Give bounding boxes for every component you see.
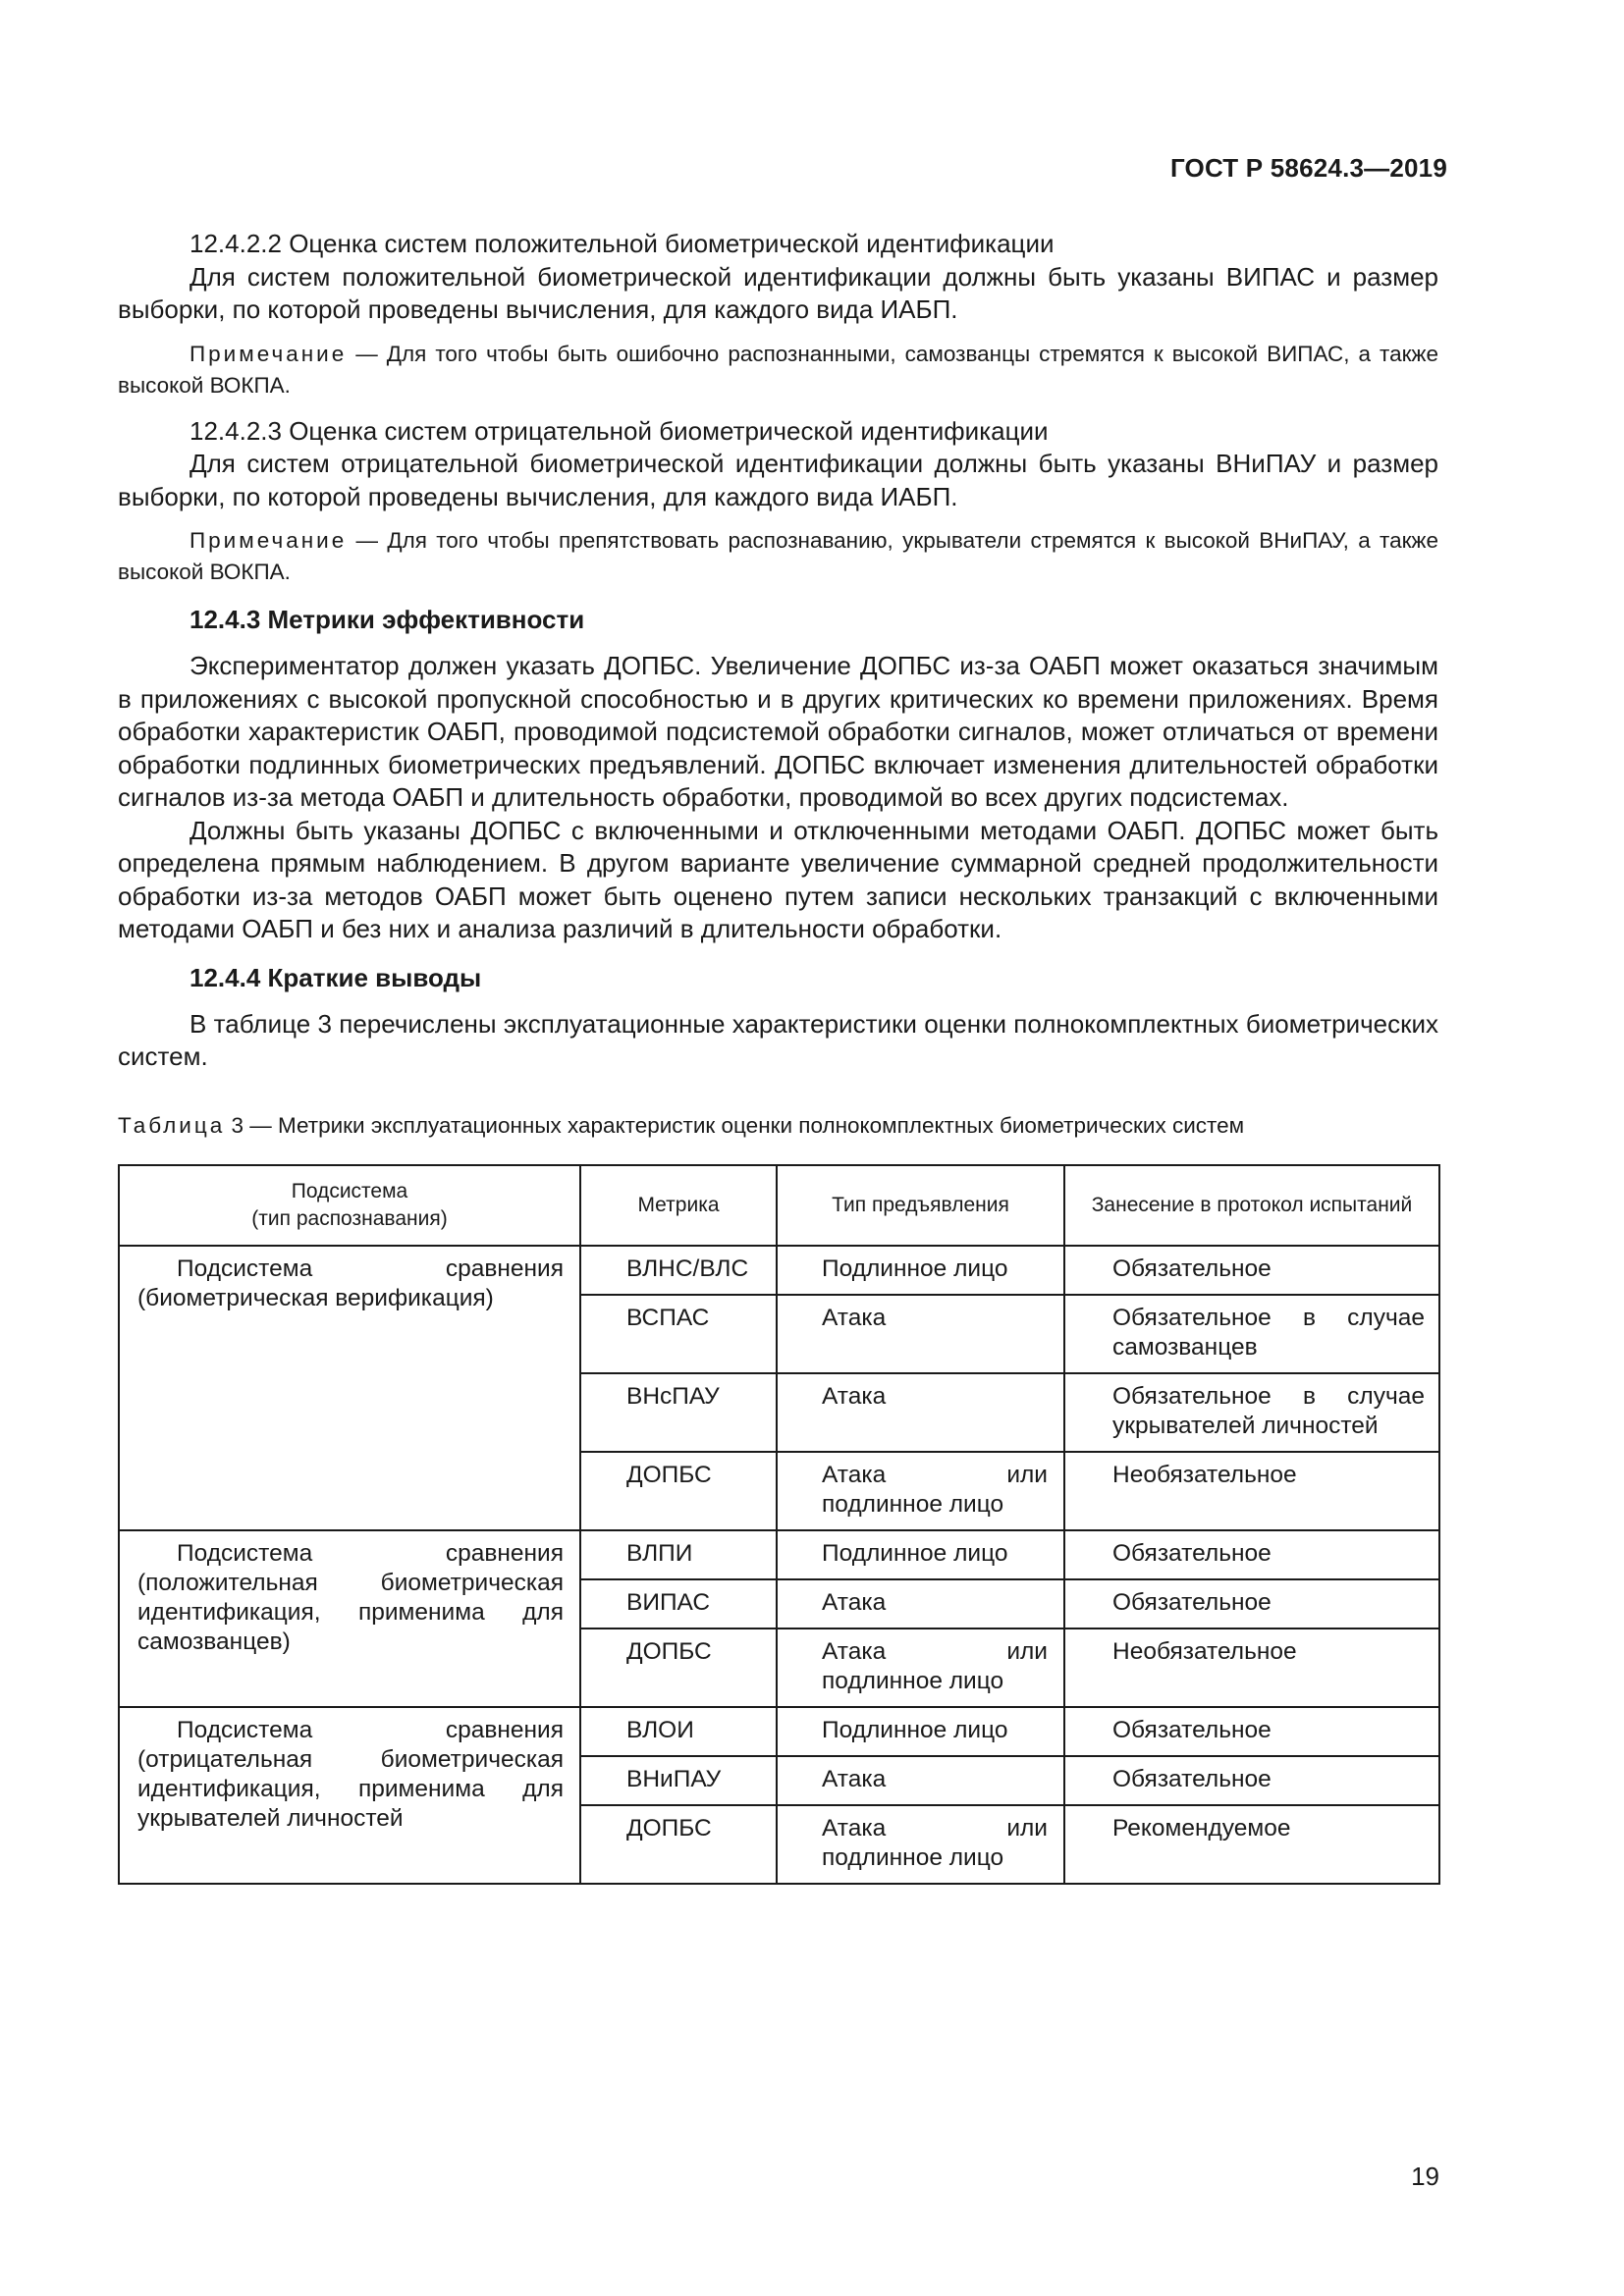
metric-cell: ДОПБС	[580, 1629, 777, 1707]
record-cell: Обязательное	[1064, 1530, 1439, 1579]
header-subsystem: Подсистема (тип распознавания)	[119, 1165, 580, 1246]
record-cell: Необязательное	[1064, 1452, 1439, 1530]
record-cell: Обязательное в случае самозванцев	[1064, 1295, 1439, 1373]
metric-cell: ВНиПАУ	[580, 1756, 777, 1805]
presentation-cell: Атака или подлинное лицо	[777, 1629, 1064, 1707]
record-cell: Обязательное	[1064, 1756, 1439, 1805]
page-number: 19	[1411, 2162, 1439, 2191]
section-12-4-2-3-text: Для систем отрицательной биометрической идентификации должны быть указаны ВНиПАУ и размер выборки, по которой проведены вычисления, для каждого вида ИАБП.	[118, 449, 1438, 511]
section-12-4-4-heading: 12.4.4 Краткие выводы	[189, 962, 482, 992]
document-body	[118, 228, 1438, 1885]
metric-cell: ВИПАС	[580, 1579, 777, 1629]
presentation-cell: Атака или подлинное лицо	[777, 1452, 1064, 1530]
header-presentation-type: Тип предъявления	[777, 1165, 1064, 1246]
metric-cell: ВСПАС	[580, 1295, 777, 1373]
section-12-4-4-paragraph-1: В таблице 3 перечислены эксплуатационные характеристики оценки полнокомплектных биометрических систем.	[118, 1008, 1438, 1071]
table-row	[119, 1530, 1439, 1579]
metric-cell: ДОПБС	[580, 1452, 777, 1530]
table-caption-text: 3 — Метрики эксплуатационных характеристик оценки полнокомплектных биометрических систем	[225, 1112, 1245, 1138]
record-cell: Обязательное	[1064, 1246, 1439, 1295]
metric-cell: ВЛНС/ВЛС	[580, 1246, 777, 1295]
note-12-4-2-2	[118, 339, 1438, 401]
metric-cell: ВЛПИ	[580, 1530, 777, 1579]
header-protocol-record: Занесение в протокол испытаний	[1064, 1165, 1439, 1246]
presentation-cell: Подлинное лицо	[777, 1707, 1064, 1756]
section-12-4-2-2-title: 12.4.2.2 Оценка систем положительной биометрической идентификации	[189, 229, 1055, 258]
note-label: Примечание	[189, 341, 348, 366]
table-row	[119, 1707, 1439, 1756]
table-header-row	[119, 1165, 1439, 1246]
metric-cell: ДОПБС	[580, 1805, 777, 1884]
section-12-4-2-3-title: 12.4.2.3 Оценка систем отрицательной биометрической идентификации	[189, 415, 1049, 446]
subsystem-cell: Подсистема сравнения (биометрическая верификация)	[119, 1246, 580, 1530]
metric-cell: ВНсПАУ	[580, 1373, 777, 1452]
presentation-cell: Подлинное лицо	[777, 1530, 1064, 1579]
table-3-caption	[118, 1111, 1438, 1141]
subsystem-cell: Подсистема сравнения (положительная биометрическая идентификация, применима для самозванцев)	[119, 1530, 580, 1707]
table-caption-label: Таблица	[118, 1112, 226, 1138]
section-12-4-3-heading: 12.4.3 Метрики эффективности	[189, 605, 585, 634]
header-metric: Метрика	[580, 1165, 777, 1246]
record-cell: Обязательное в случае укрывателей личностей	[1064, 1373, 1439, 1452]
document-id-header: ГОСТ Р 58624.3—2019	[1169, 153, 1447, 183]
record-cell: Рекомендуемое	[1064, 1805, 1439, 1884]
presentation-cell: Атака	[777, 1579, 1064, 1629]
table-3	[118, 1164, 1440, 1885]
record-cell: Обязательное	[1064, 1579, 1439, 1629]
presentation-cell: Подлинное лицо	[777, 1246, 1064, 1295]
note-text: — Для того чтобы быть ошибочно распознанными, самозванцы стремятся к высокой ВИПАС, а также высокой ВОКПА.	[118, 341, 1438, 398]
presentation-cell: Атака или подлинное лицо	[777, 1805, 1064, 1884]
presentation-cell: Атака	[777, 1295, 1064, 1373]
record-cell: Необязательное	[1064, 1629, 1439, 1707]
note-label: Примечание	[189, 528, 348, 553]
section-12-4-3-paragraph-1: Экспериментатор должен указать ДОПБС. Увеличение ДОПБС из-за ОАБП может оказаться значимым в приложениях с высокой пропускной способностью и в других критических ко времени приложениях. Время обработки характеристик ОАБП, проводимой подсистемой обработки сигналов, может отличаться от времени обработки подлинных биометрических предъявлений. ДОПБС включает изменения длительностей обработки сигналов из-за метода ОАБП и длительность обработки, проводимой во всех других подсистемах.	[118, 651, 1438, 812]
note-text: — Для того чтобы препятствовать распознаванию, укрыватели стремятся к высокой ВНиПАУ, а также высокой ВОКПА.	[118, 528, 1438, 584]
note-12-4-2-3	[118, 525, 1438, 588]
section-12-4-2-2-text: Для систем положительной биометрической идентификации должны быть указаны ВИПАС и размер выборки, по которой проведены вычисления, для каждого вида ИАБП.	[118, 261, 1438, 324]
record-cell: Обязательное	[1064, 1707, 1439, 1756]
presentation-cell: Атака	[777, 1756, 1064, 1805]
presentation-cell: Атака	[777, 1373, 1064, 1452]
subsystem-cell: Подсистема сравнения (отрицательная биометрическая идентификация, применима для укрывателей личностей	[119, 1707, 580, 1884]
section-12-4-3-paragraph-2: Должны быть указаны ДОПБС с включенными и отключенными методами ОАБП. ДОПБС может быть определена прямым наблюдением. В другом варианте увеличение суммарной средней продолжительности обработки из-за методов ОАБП может быть оценено путем записи нескольких транзакций с включенными методами ОАБП и без них и анализа различий в длительности обработки.	[118, 815, 1438, 943]
table-row	[119, 1246, 1439, 1295]
metric-cell: ВЛОИ	[580, 1707, 777, 1756]
